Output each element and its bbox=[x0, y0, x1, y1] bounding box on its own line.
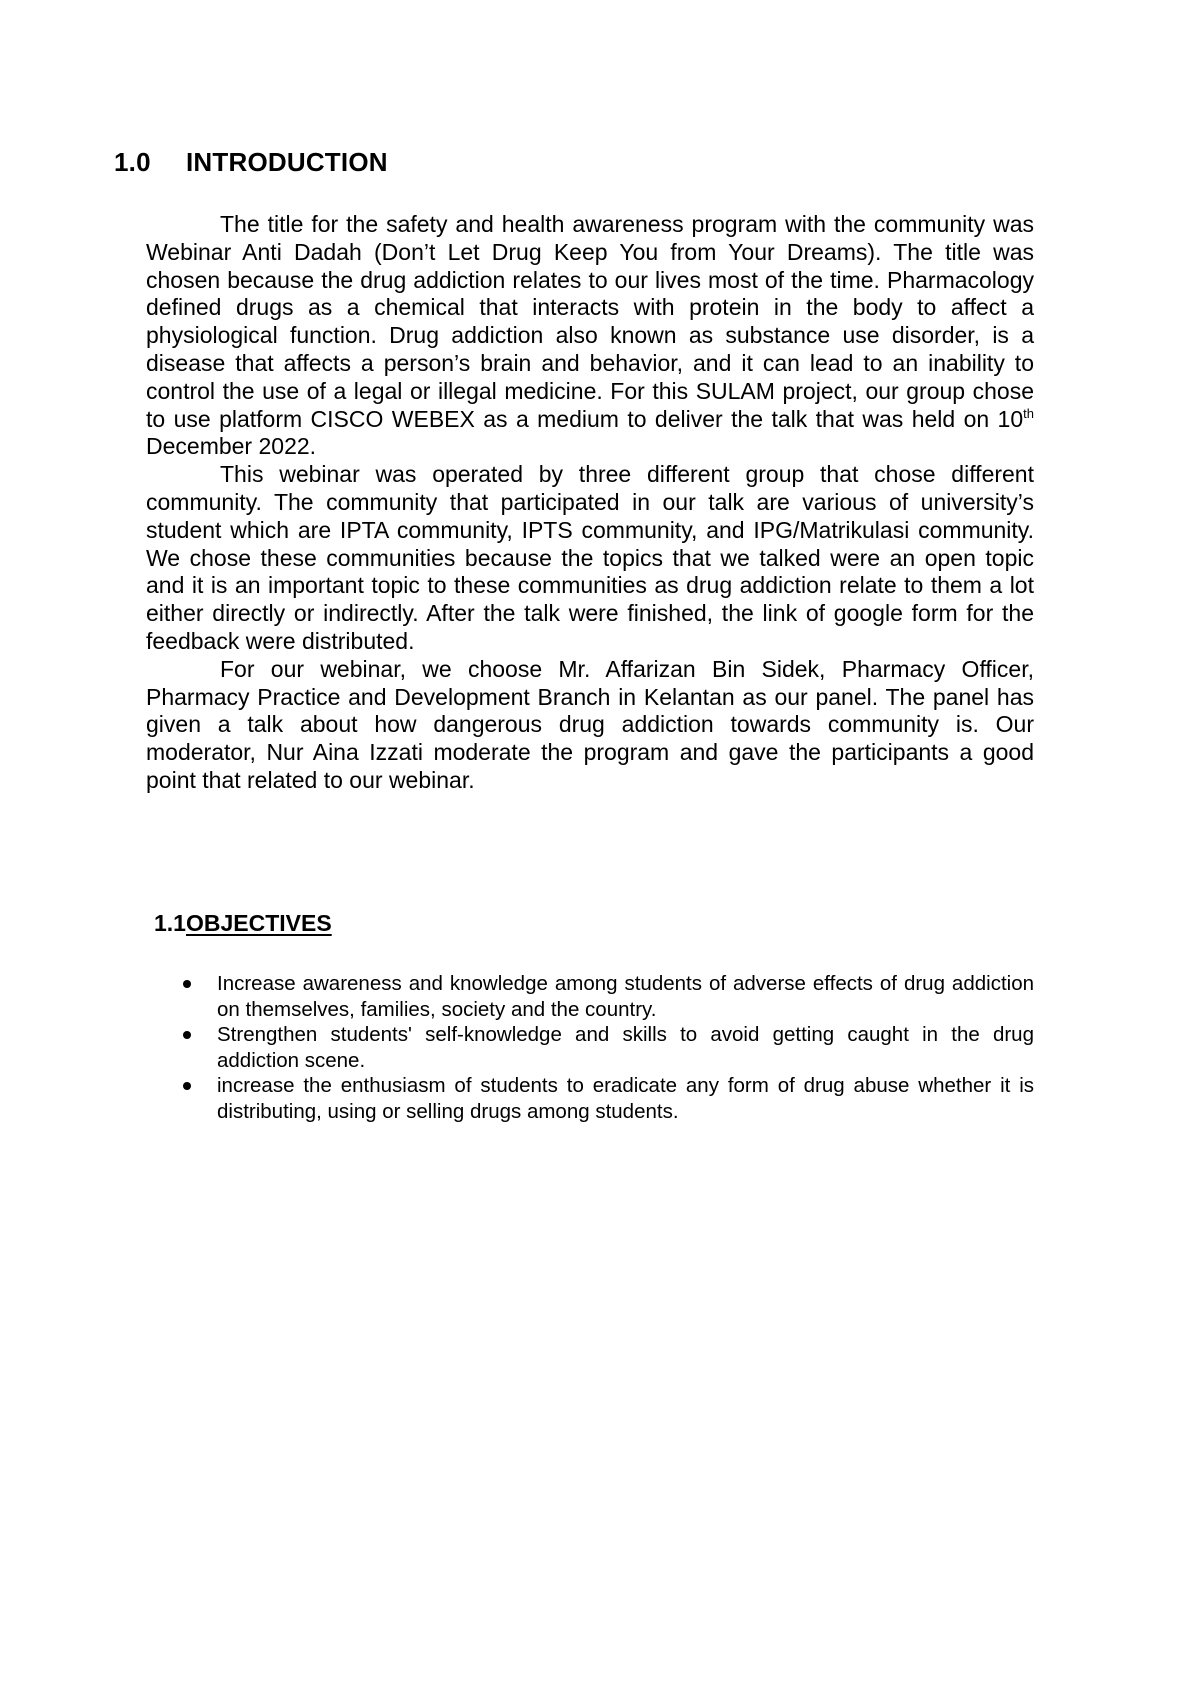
list-item-text: Increase awareness and knowledge among students of adverse effects of drug addiction on themselves, families, society and the country. bbox=[217, 972, 1034, 1021]
bullet-icon bbox=[183, 1082, 191, 1090]
bullet-icon bbox=[183, 1031, 191, 1039]
paragraph-text: December 2022. bbox=[146, 433, 317, 460]
section-heading-objectives bbox=[154, 910, 332, 937]
bullet-icon bbox=[183, 980, 191, 988]
list-item bbox=[217, 971, 1034, 1022]
section-heading-introduction bbox=[114, 147, 388, 178]
objectives-list bbox=[217, 971, 1034, 1125]
section-number: 1.0 bbox=[114, 147, 151, 177]
introduction-body bbox=[146, 211, 1034, 795]
paragraph bbox=[146, 211, 1034, 461]
paragraph: This webinar was operated by three different group that chose different community. The community that participated in our talk are various of university’s student which are IPTA community, IPTS community, and IPG/Matrikulasi community. We chose these communities because the topics that we talked were an open topic and it is an important topic to these communities as drug addiction relate to them a lot either directly or indirectly. After the talk were finished, the link of google form for the feedback were distributed. bbox=[146, 461, 1034, 654]
list-item-text: Strengthen students' self-knowledge and skills to avoid getting caught in the drug addiction scene. bbox=[217, 1023, 1034, 1072]
section-title: OBJECTIVES bbox=[185, 910, 332, 936]
paragraph-text: The title for the safety and health awareness program with the community was Webinar Anti Dadah (Don’t Let Drug Keep You from Your Dreams). The title was chosen because the drug addiction relates to our lives most of the time. Pharmacology defined drugs as a chemical that interacts with protein in the body to affect a physiological function. Drug addiction also known as substance use disorder, is a disease that affects a person’s brain and behavior, and it can lead to an inability to control the use of a legal or illegal medicine. For this SULAM project, our group chose to use platform CISCO WEBEX as a medium to deliver the talk that was held on 10 bbox=[146, 211, 1034, 432]
paragraph: For our webinar, we choose Mr. Affarizan Bin Sidek, Pharmacy Officer, Pharmacy Practice and Development Branch in Kelantan as our panel. The panel has given a talk about how dangerous drug addiction towards community is. Our moderator, Nur Aina Izzati moderate the program and gave the participants a good point that related to our webinar. bbox=[146, 655, 1034, 793]
ordinal-suffix: th bbox=[1023, 405, 1034, 421]
list-item bbox=[217, 1022, 1034, 1073]
list-item bbox=[217, 1073, 1034, 1124]
list-item-text: increase the enthusiasm of students to eradicate any form of drug abuse whether it is distributing, using or selling drugs among students. bbox=[217, 1074, 1034, 1123]
section-title: INTRODUCTION bbox=[186, 147, 388, 177]
section-number: 1.1 bbox=[154, 910, 186, 936]
